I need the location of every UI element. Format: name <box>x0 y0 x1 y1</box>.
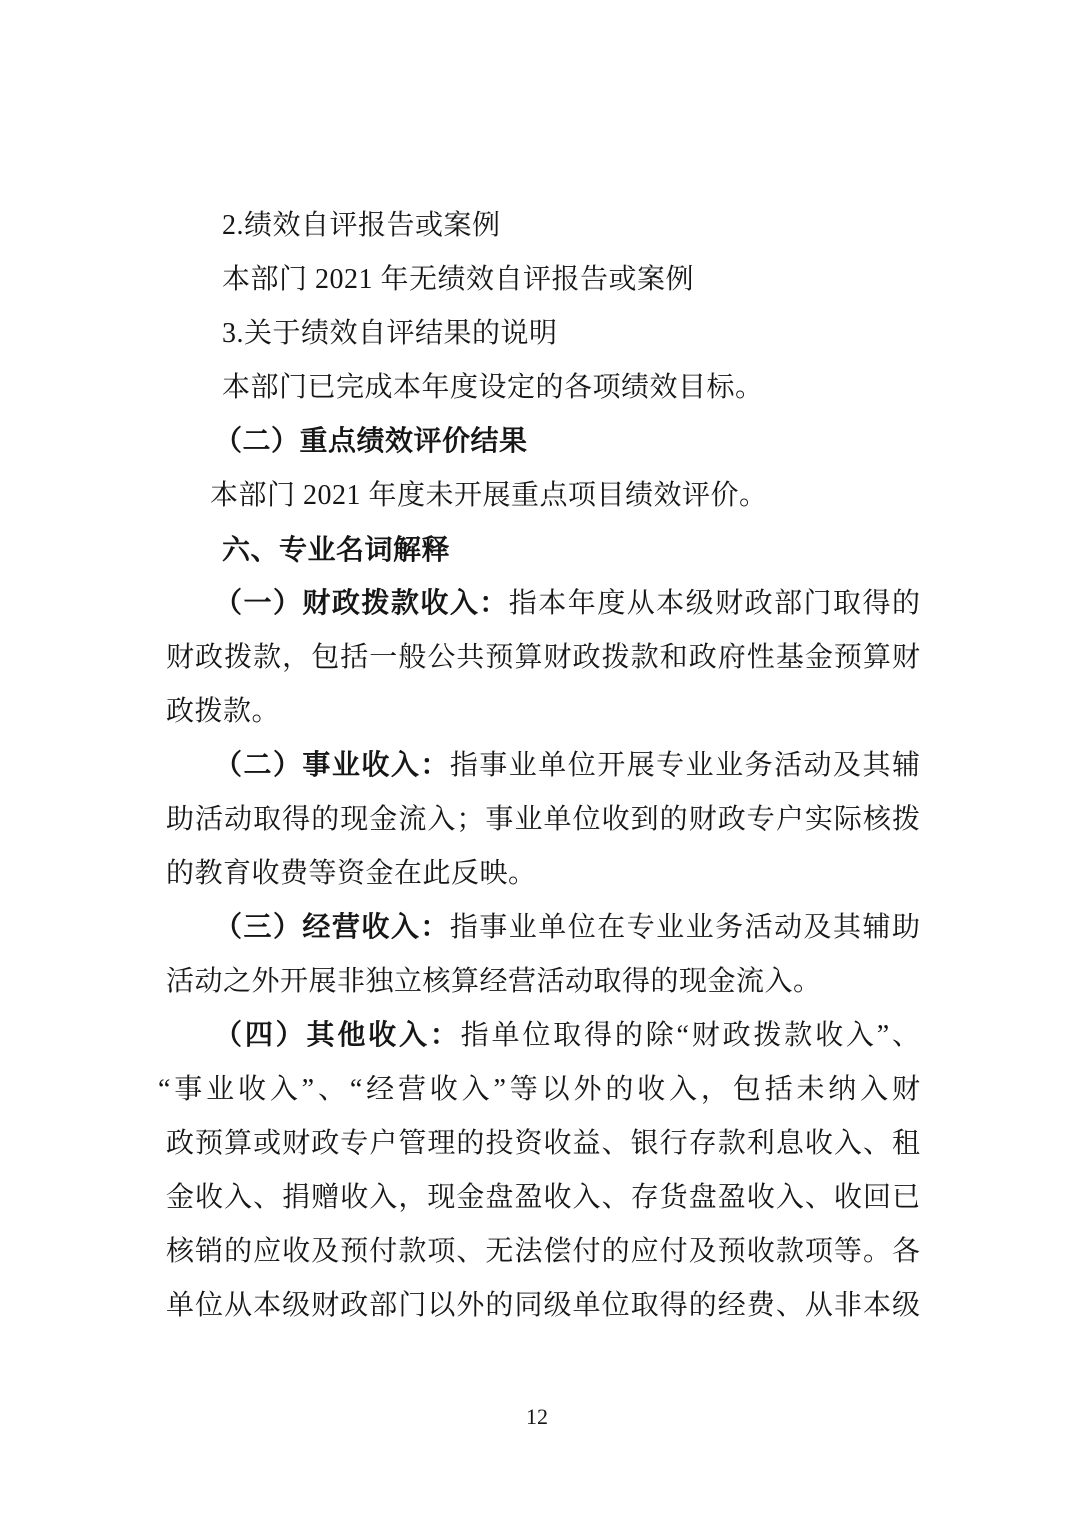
text-line <box>166 793 920 847</box>
body-text: 本部门 2021 年无绩效自评报告或案例 <box>222 264 695 295</box>
term-heading-text: （一）财政拨款收入： <box>214 588 509 619</box>
text-line <box>166 685 920 739</box>
text-line <box>166 1279 920 1333</box>
text-line <box>166 523 920 577</box>
page-number: 12 <box>526 1404 548 1429</box>
text-line <box>166 739 920 793</box>
text-line <box>166 415 920 469</box>
section-heading-text: 六、专业名词解释 <box>222 533 451 566</box>
body-text: 本部门已完成本年度设定的各项绩效目标。 <box>222 372 764 403</box>
text-line <box>166 631 920 685</box>
text-line <box>166 469 920 523</box>
document-text-block <box>158 199 920 1333</box>
body-text: “事业收入”、“经营收入”等以外的收入，包括未纳入财 <box>158 1074 920 1105</box>
text-line <box>166 577 920 631</box>
body-text: 指事业单位开展专业业务活动及其辅 <box>449 750 920 781</box>
body-text: 金收入、捐赠收入，现金盘盈收入、存货盘盈收入、收回已 <box>166 1182 920 1213</box>
text-line <box>166 901 920 955</box>
term-heading-text: （四）其他收入： <box>214 1020 461 1051</box>
body-text: 助活动取得的现金流入；事业单位收到的财政专户实际核拨 <box>166 804 920 835</box>
body-text: 的教育收费等资金在此反映。 <box>166 858 537 889</box>
text-line <box>166 361 920 415</box>
body-text: 政预算或财政专户管理的投资收益、银行存款利息收入、租 <box>166 1128 920 1159</box>
body-text: 本部门 2021 年度未开展重点项目绩效评价。 <box>210 480 768 511</box>
body-text: 财政拨款，包括一般公共预算财政拨款和政府性基金预算财 <box>166 642 920 673</box>
term-heading-text: （三）经营收入： <box>214 912 450 943</box>
text-line <box>166 955 920 1009</box>
body-text: 指单位取得的除“财政拨款收入”、 <box>460 1020 920 1051</box>
body-text: 指事业单位在专业业务活动及其辅助 <box>449 912 920 943</box>
text-line <box>166 847 920 901</box>
body-text: 核销的应收及预付款项、无法偿付的应付及预收款项等。各 <box>166 1236 920 1267</box>
text-line <box>166 253 920 307</box>
text-line <box>158 1063 920 1117</box>
body-text: 活动之外开展非独立核算经营活动取得的现金流入。 <box>166 966 822 997</box>
text-line <box>166 199 920 253</box>
text-line <box>166 1171 920 1225</box>
body-text: 3.关于绩效自评结果的说明 <box>222 318 558 349</box>
term-heading-text: （二）事业收入： <box>214 750 450 781</box>
body-text: 单位从本级财政部门以外的同级单位取得的经费、从非本级 <box>166 1290 920 1321</box>
term-heading-text: （二）重点绩效评价结果 <box>214 426 528 457</box>
text-line <box>166 1009 920 1063</box>
body-text: 政拨款。 <box>166 696 281 727</box>
body-text: 2.绩效自评报告或案例 <box>222 210 501 241</box>
body-text: 指本年度从本级财政部门取得的 <box>508 588 920 619</box>
text-line <box>166 307 920 361</box>
text-line <box>166 1225 920 1279</box>
text-line <box>166 1117 920 1171</box>
